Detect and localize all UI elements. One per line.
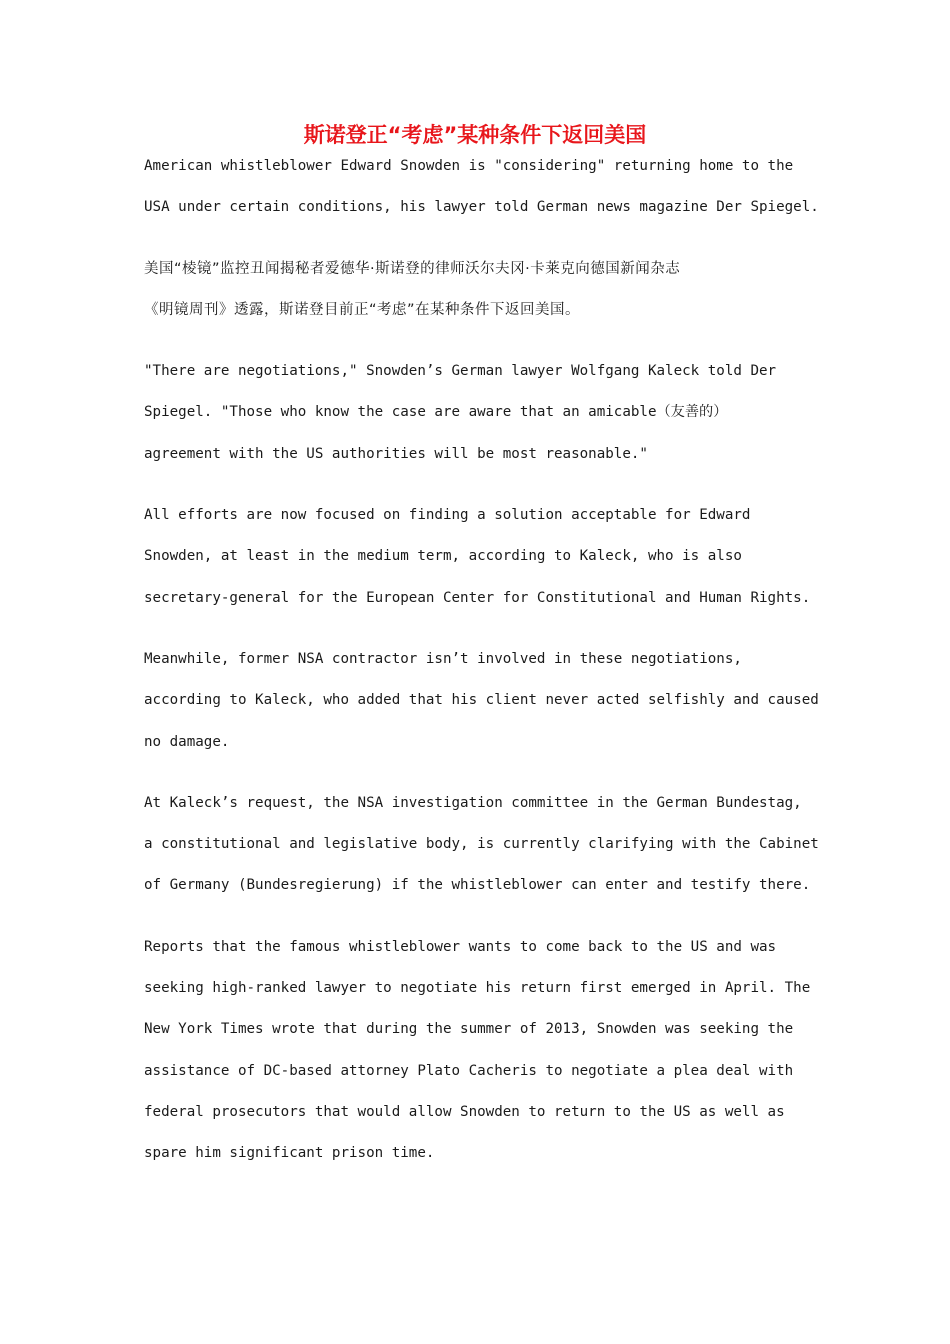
text-line: according to Kaleck, who added that his client never acted selfishly and caused — [144, 692, 819, 709]
text-line: USA under certain conditions, his lawyer told German news magazine Der Spiegel. — [144, 199, 819, 216]
text-line: of Germany (Bundesregierung) if the whistleblower can enter and testify there. — [144, 877, 811, 894]
text-line: seeking high-ranked lawyer to negotiate his return first emerged in April. The — [144, 980, 811, 997]
paragraph-en-4 — [144, 639, 819, 763]
paragraph-en-1 — [144, 146, 819, 229]
text-line: "There are negotiations," Snowden’s German lawyer Wolfgang Kaleck told Der — [144, 363, 777, 380]
article-title: 斯诺登正“考虑”某种条件下返回美国 — [303, 123, 647, 147]
text-line: At Kaleck’s request, the NSA investigation committee in the German Bundestag, — [144, 794, 802, 811]
text-line: agreement with the US authorities will be most reasonable." — [144, 445, 648, 462]
text-line: Snowden, at least in the medium term, according to Kaleck, who is also — [144, 548, 742, 565]
text-line: assistance of DC-based attorney Plato Cacheris to negotiate a plea deal with — [144, 1062, 794, 1079]
text-line: federal prosecutors that would allow Snowden to return to the US as well as — [144, 1103, 785, 1120]
paragraph-en-2 — [144, 351, 814, 475]
text-line: Spiegel. "Those who know the case are aware that an amicable（友善的） — [144, 404, 728, 421]
article-body — [144, 146, 819, 1195]
text-line: a constitutional and legislative body, is currently clarifying with the Cabinet — [144, 836, 819, 853]
text-line: New York Times wrote that during the summer of 2013, Snowden was seeking the — [144, 1021, 794, 1038]
text-line: 美国“棱镜”监控丑闻揭秘者爱德华·斯诺登的律师沃尔夫冈·卡莱克向德国新闻杂志 — [144, 260, 681, 277]
text-line: secretary-general for the European Center for Constitutional and Human Rights. — [144, 589, 811, 606]
paragraph-en-3 — [144, 495, 814, 619]
text-line: spare him significant prison time. — [144, 1145, 435, 1162]
text-line: All efforts are now focused on finding a solution acceptable for Edward — [144, 507, 751, 524]
paragraph-zh-1 — [144, 249, 814, 332]
text-line: Reports that the famous whistleblower wants to come back to the US and was — [144, 938, 777, 955]
text-line: Meanwhile, former NSA contractor isn’t involved in these negotiations, — [144, 650, 742, 667]
text-line: no damage. — [144, 733, 230, 750]
text-line: 《明镜周刊》透露，斯诺登目前正“考虑”在某种条件下返回美国。 — [144, 301, 581, 318]
text-line: American whistleblower Edward Snowden is "considering" returning home to the — [144, 158, 794, 174]
paragraph-en-6 — [144, 927, 814, 1175]
paragraph-en-5 — [144, 783, 819, 907]
